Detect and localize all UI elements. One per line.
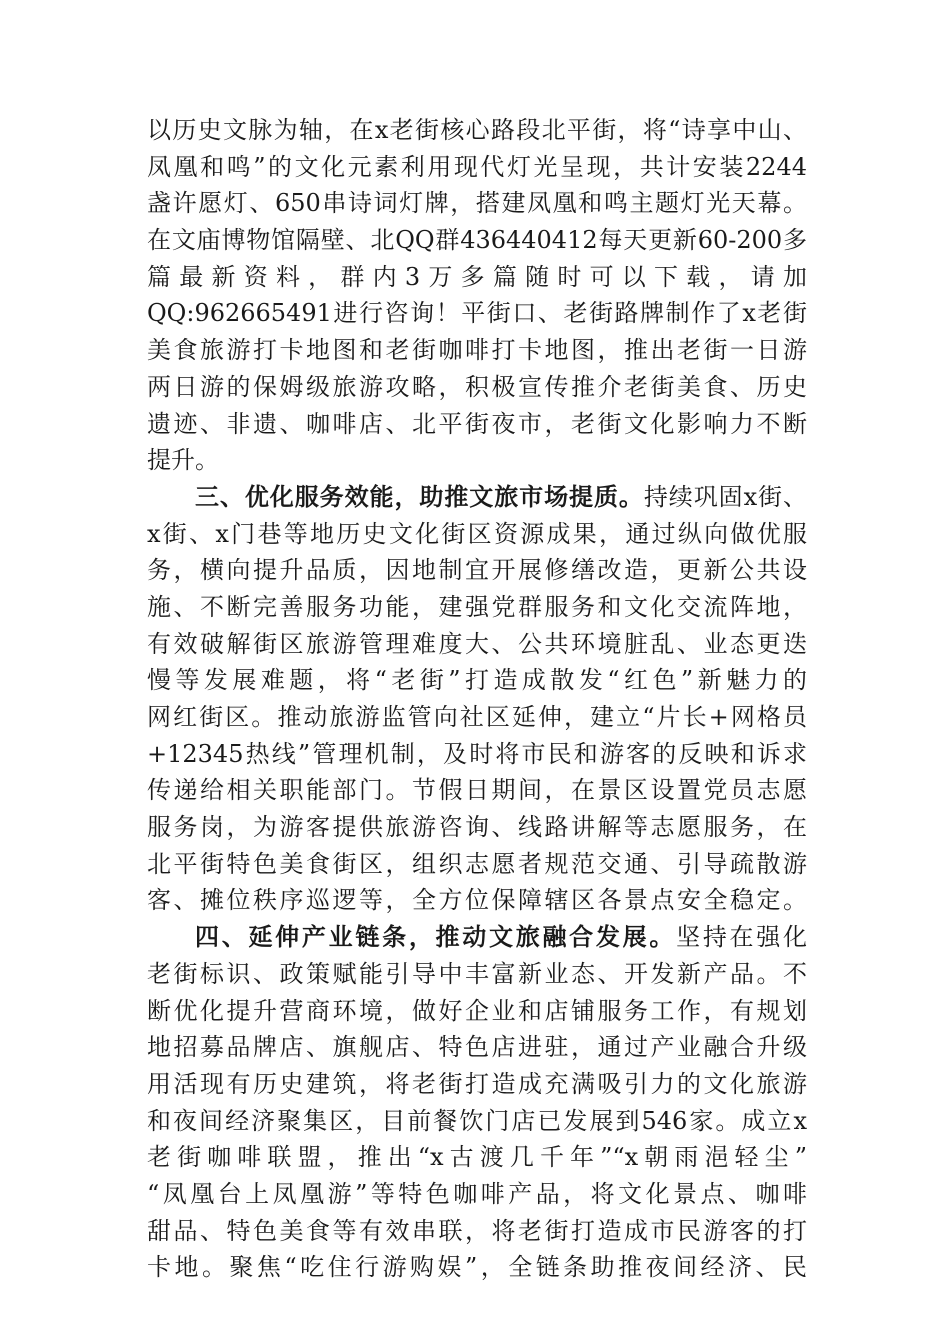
section-heading: 四、延伸产业链条，推动文旅融合发展。 [195,922,677,952]
text-line: x街、x门巷等地历史文化街区资源成果，通过纵向做优服 [147,519,807,548]
text-line: 用活现有历史建筑，将老街打造成充满吸引力的文化旅游 [147,1069,807,1098]
text-line: “凤凰台上凤凰游”等特色咖啡产品，将文化景点、咖啡 [147,1179,807,1208]
text-line: 地招募品牌店、旗舰店、特色店进驻，通过产业融合升级 [147,1033,807,1062]
text-line: 盏许愿灯、650串诗词灯牌，搭建凤凰和鸣主题灯光天幕。 [147,189,807,218]
text-line: 两日游的保姆级旅游攻略，积极宣传推介老街美食、历史 [147,372,807,401]
text-line: 美食旅游打卡地图和老街咖啡打卡地图，推出老街一日游 [147,336,807,365]
paragraph-3 [147,919,807,1286]
text-run: 持续巩固x街、 [643,482,807,511]
text-line: QQ:962665491进行咨询！平街口、老街路牌制作了x老街 [147,299,807,328]
document-body [147,112,807,1286]
text-line: 传递给相关职能部门。节假日期间，在景区设置党员志愿 [147,776,807,805]
text-line: 篇最新资料，群内3万多篇随时可以下载，请加 [147,262,807,291]
text-line: +12345热线”管理机制，及时将市民和游客的反映和诉求 [147,739,807,768]
text-line: 遗迹、非遗、咖啡店、北平街夜市，老街文化影响力不断 [147,409,807,438]
text-line: 凤凰和鸣”的文化元素利用现代灯光呈现，共计安装2244 [147,152,807,181]
text-run: 坚持在强化 [676,923,808,952]
text-line: 断优化提升营商环境，做好企业和店铺服务工作，有规划 [147,996,807,1025]
text-line: 服务岗，为游客提供旅游咨询、线路讲解等志愿服务，在 [147,813,807,842]
text-line: 和夜间经济聚集区，目前餐饮门店已发展到546家。成立x [147,1106,807,1135]
section-heading: 三、优化服务效能，助推文旅市场提质。 [195,481,644,511]
paragraph-2 [147,479,807,919]
text-line: 甜品、特色美食等有效串联，将老街打造成市民游客的打 [147,1216,807,1245]
paragraph-first-line [147,919,807,956]
paragraph-first-line [147,479,807,516]
text-line: 慢等发展难题，将“老街”打造成散发“红色”新魅力的 [147,666,807,695]
text-line: 以历史文脉为轴，在x老街核心路段北平街，将“诗享中山、 [147,116,807,144]
text-line: 有效破解街区旅游管理难度大、公共环境脏乱、业态更迭 [147,629,807,658]
text-line: 老街标识、政策赋能引导中丰富新业态、开发新产品。不 [147,959,807,988]
text-line: 网红街区。推动旅游监管向社区延伸，建立“片长+网格员 [147,703,807,731]
text-line: 务，横向提升品质，因地制宜开展修缮改造，更新公共设 [147,556,807,585]
paragraph-1 [147,112,807,479]
text-line: 北平街特色美食街区，组织志愿者规范交通、引导疏散游 [147,849,807,878]
text-line: 施、不断完善服务功能，建强党群服务和文化交流阵地， [147,592,807,621]
text-line: 客、摊位秩序巡逻等，全方位保障辖区各景点安全稳定。 [147,886,807,915]
text-line: 提升。 [147,446,219,475]
text-line: 老街咖啡联盟，推出“x古渡几千年”“x朝雨浥轻尘” [147,1143,807,1172]
text-line: 在文庙博物馆隔壁、北QQ群436440412每天更新60-200多 [147,226,807,255]
text-line: 卡地。聚焦“吃住行游购娱”，全链条助推夜间经济、民 [147,1253,807,1282]
